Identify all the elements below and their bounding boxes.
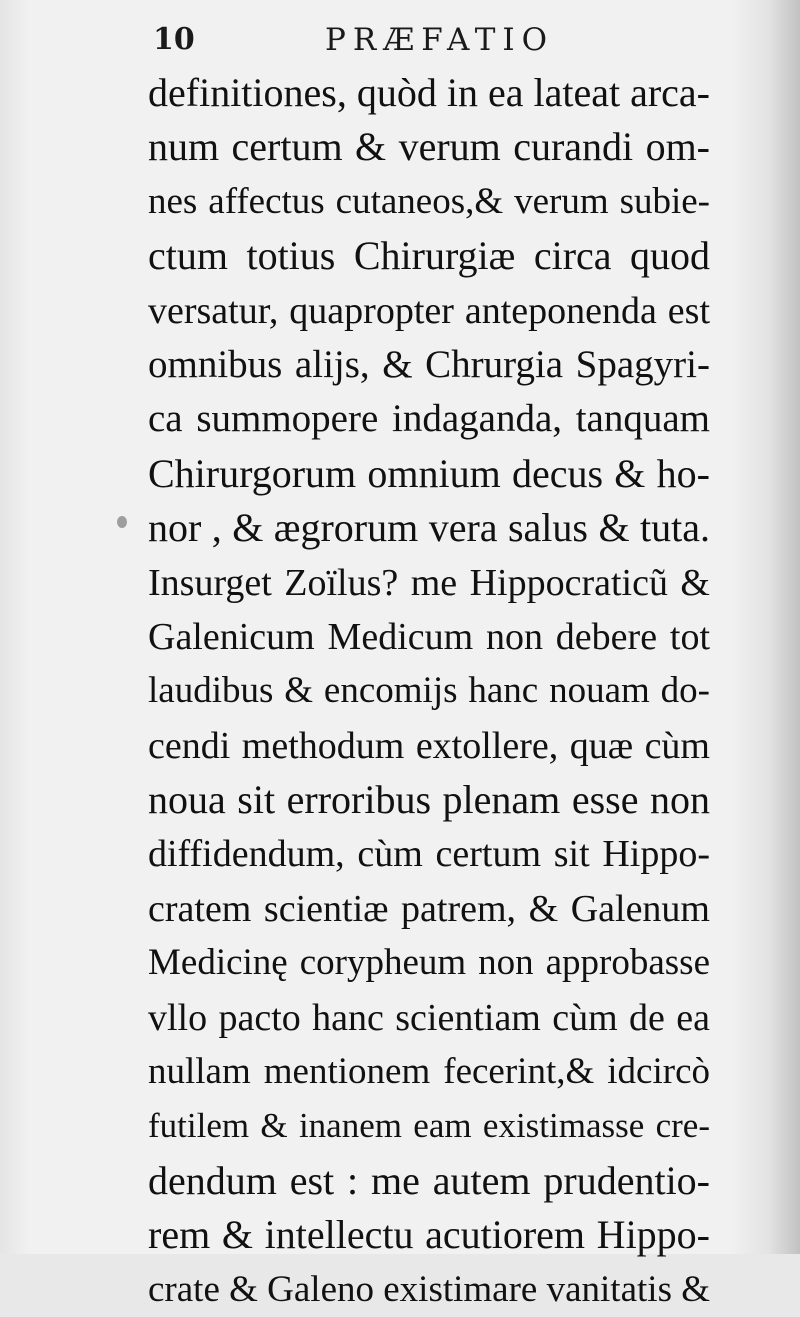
text-line: cendi methodum extollere, quæ cùm [148,724,710,767]
text-line: nor , & ægrorum vera salus & tuta. [148,505,710,551]
text-line: laudibus & encomijs hanc nouam do- [148,670,710,712]
text-line: omnibus alijs, & Chrurgia Spagyri- [148,342,710,386]
text-line: Galenicum Medicum non debere tot [148,615,710,658]
text-line: nullam mentionem fecerint,& idcircò [148,1051,710,1093]
text-line: num certum & verum curandi om- [148,124,710,170]
text-line: dendum est : me autem prudentio- [148,1157,710,1203]
text-line: crate & Galeno existimare vanitatis & [148,1268,710,1310]
body-text [148,66,710,1317]
page-number: 10 [153,22,195,57]
running-head: PRÆFATIO [325,22,555,58]
binding-gutter-shadow [730,0,800,1254]
text-line: ca summopere indaganda, tanquam [148,397,710,441]
text-line: vllo pacto hanc scientiam cùm de ea [148,996,710,1039]
text-line: futilem & inanem eam existimasse cre- [148,1106,710,1146]
text-line: ctum totius Chirurgiæ circa quod [148,233,710,279]
page-edge-shadow [0,0,30,1254]
text-line: Insurget Zoïlus? me Hippocraticũ & [148,561,710,604]
text-line: noua sit erroribus plenam esse non [148,777,710,823]
page-header [153,18,713,64]
text-line: Chirurgorum omnium decus & ho- [148,450,710,496]
text-line: nes affectus cutaneos,& verum subie- [148,180,710,222]
text-line: rem & intellectu acutiorem Hippo- [148,1212,710,1258]
text-line: diffidendum, cùm certum sit Hippo- [148,833,710,876]
text-line: cratem scientiæ patrem, & Galenum [148,887,710,930]
text-line: versatur, quapropter anteponenda est [148,289,710,332]
text-line: Medicinę corypheum non approbasse [148,942,710,984]
text-line: definitiones, quòd in ea lateat arca- [148,70,710,115]
ink-spot [117,516,127,528]
